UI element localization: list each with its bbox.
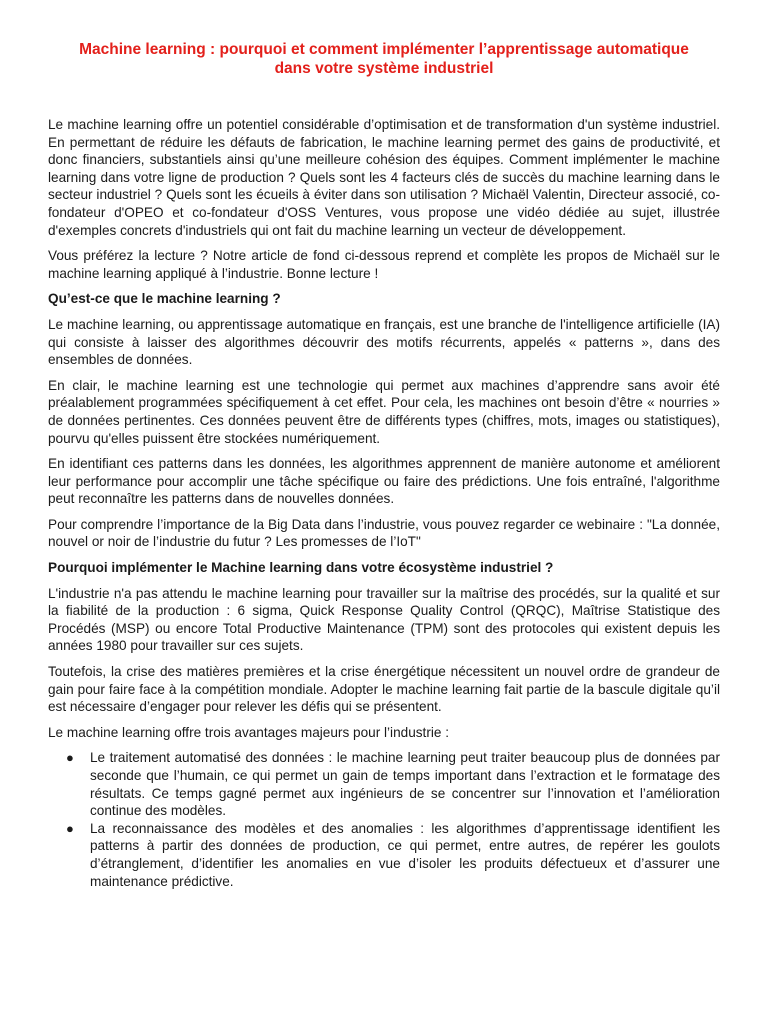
advantages-paragraph: Le machine learning offre trois avantages majeurs pour l’industrie : bbox=[48, 724, 449, 740]
page-title: Machine learning : pourquoi et comment implémenter l’apprentissage automatique dans votre système industriel bbox=[79, 41, 689, 77]
list-item bbox=[66, 820, 720, 890]
section-heading-why: Pourquoi implémenter le Machine learning dans votre écosystème industriel ? bbox=[48, 560, 554, 576]
definition-paragraph: Le machine learning, ou apprentissage automatique en français, est une branche de l'intelligence artificielle (IA) qui consiste à laisser des algorithmes découvrir des motifs récurrents, appelés « patterns », dans des ensembles de données. bbox=[48, 316, 720, 368]
clear-paragraph: En clair, le machine learning est une technologie qui permet aux machines d’apprendre sans avoir été préalablement programmées spécifiquement à cet effet. Pour cela, les machines ont besoin d’être « nourries » de données pertinentes. Ces données peuvent être de différents types (chiffres, mots, images ou statistiques), pourvu qu'elles puissent être stockées numériquement. bbox=[48, 377, 720, 446]
list-item-text: Le traitement automatisé des données : le machine learning peut traiter beaucoup plus de données par seconde que l’humain, ce qui permet un gain de temps important dans l’extraction et le formatage des résultats. Ce temps gagné permet aux ingénieurs de se concentrer sur l’innovation et l’amélioration continue des modèles. bbox=[90, 750, 720, 819]
reading-paragraph: Vous préférez la lecture ? Notre article de fond ci-dessous reprend et complète les propos de Michaël sur le machine learning appliqué à l’industrie. Bonne lecture ! bbox=[48, 248, 720, 281]
bullet-icon: ● bbox=[66, 750, 74, 766]
patterns-paragraph: En identifiant ces patterns dans les données, les algorithmes apprennent de manière autonome et améliorent leur performance pour accomplir une tâche spécifique ou faire des prédictions. Une fois entraîné, l'algorithme peut reconnaître les patterns dans de nouvelles données. bbox=[48, 456, 720, 507]
crisis-paragraph: Toutefois, la crise des matières premières et la crise énergétique nécessitent un nouvel ordre de grandeur de gain pour faire face à la compétition mondiale. Adopter le machine learning fait partie de la bascule digitale qu’il est nécessaire d’engager pour relever les défis qui se présentent. bbox=[48, 664, 720, 715]
section-heading-what: Qu’est-ce que le machine learning ? bbox=[48, 291, 281, 307]
bigdata-paragraph: Pour comprendre l’importance de la Big Data dans l’industrie, vous pouvez regarder ce webinaire : "La donnée, nouvel or noir de l’industrie du futur ? Les promesses de l’IoT" bbox=[48, 516, 720, 550]
list-item-text: La reconnaissance des modèles et des anomalies : les algorithmes d’apprentissage identifient les patterns à partir des données de production, ce qui permet, entre autres, de repérer les goulots d’étranglement, d’identifier les anomalies en vue d’isoler les produits défectueux et d’assurer une maintenance prédictive. bbox=[90, 820, 720, 889]
history-paragraph: L'industrie n'a pas attendu le machine learning pour travailler sur la maîtrise des procédés, sur la qualité et sur la fiabilité de la production : 6 sigma, Quick Response Quality Control (QRQC), Maîtrise Statistique des Procédés (MSP) ou encore Total Productive Maintenance (TPM) sont des protocoles qui existent depuis les années 1980 pour travailler sur ces sujets. bbox=[48, 585, 720, 654]
bullet-icon: ● bbox=[66, 820, 74, 836]
intro-paragraph: Le machine learning offre un potentiel considérable d’optimisation et de transformation d'un système industriel. En permettant de réduire les défauts de fabrication, le machine learning permet des gains de productivité, et donc financiers, substantiels ainsi qu’une meilleure cohésion des équipes. Comment implémenter le machine learning dans votre ligne de production ? Quels sont les 4 facteurs clés de succès du machine learning dans le secteur industriel ? Quels sont les écueils à éviter dans son utilisation ? Michaël Valentin, Directeur associé, co-fondateur d'OPEO et co-fondateur d'OSS Ventures, vous propose une vidéo dédiée au sujet, illustrée d'exemples concrets d'industriels qui ont fait du machine learning un vecteur de développement. bbox=[48, 117, 720, 238]
list-item bbox=[66, 749, 720, 819]
advantages-list bbox=[48, 749, 720, 890]
